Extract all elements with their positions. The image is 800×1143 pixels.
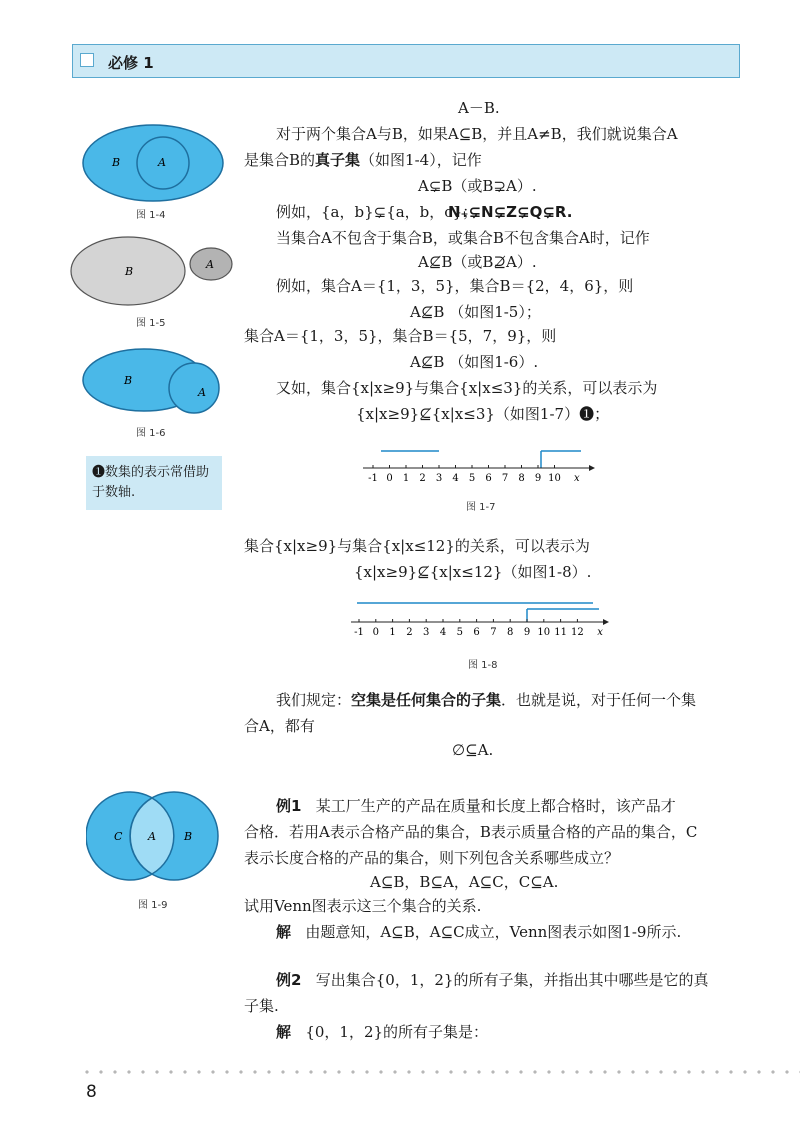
axis-arrow-icon	[589, 465, 595, 471]
text-line: 集合{x|x≥9}与集合{x|x≤12}的关系，可以表示为	[244, 537, 590, 555]
text-line: 当集合A不包含于集合B，或集合B不包含集合A时，记作	[276, 229, 650, 247]
text-line: 表示长度合格的产品的集合，则下列包含关系哪些成立？	[244, 849, 620, 867]
figure-caption: 图 1-9	[138, 900, 168, 911]
axis-tick-label: 3	[423, 627, 430, 638]
axis-tick-label: 0	[372, 627, 379, 638]
figure-1-6	[80, 346, 230, 416]
axis-tick-label: 11	[554, 627, 567, 638]
text-line: A－B.	[458, 99, 500, 117]
axis-tick-label: 5	[468, 473, 476, 484]
axis-tick-label: 2	[419, 473, 426, 484]
axis-tick-labels	[368, 473, 580, 484]
axis-tick-label: 6	[485, 473, 492, 484]
solution-label: 解	[276, 1023, 292, 1041]
figure-caption: 图 1-6	[136, 428, 166, 439]
text-line: 对于两个集合A与B，如果A⊆B，并且A≠B，我们就说集合A	[276, 125, 678, 143]
axis-arrow-icon	[603, 619, 609, 625]
formula: {x|x≥9}⊈{x|x≤3}（如图1-7）❶；	[356, 405, 610, 423]
formula: {x|x≥9}⊈{x|x≤12}（如图1-8）.	[354, 563, 592, 581]
axis-tick-label: 10	[548, 473, 561, 484]
axis-tick-label: x	[573, 473, 580, 484]
axis-tick-label: 0	[386, 473, 393, 484]
text-line: 是集合B的真子集（如图1-4），记作	[244, 151, 482, 169]
axis-tick-label: 4	[439, 627, 447, 638]
formula: A⊈B（或B⊉A）.	[418, 253, 537, 271]
axis-tick-label: 5	[456, 627, 463, 638]
formula: A⊆B，B⊆A，A⊆C，C⊆A.	[370, 873, 559, 891]
set-b-label: B	[125, 265, 134, 278]
header-square-icon	[80, 53, 94, 67]
set-a-label: A	[148, 830, 156, 843]
axis-tick-label: 12	[571, 627, 584, 638]
axis-tick-label: 7	[501, 473, 509, 484]
set-b-label: B	[124, 374, 133, 387]
figure-1-9	[86, 786, 222, 886]
example-label: 例2	[276, 971, 302, 989]
set-a-label: A	[158, 156, 166, 169]
axis-tick-label: 9	[534, 473, 542, 484]
axis-tick-label: 8	[507, 627, 514, 638]
text-line: 又如，集合{x|x≥9}与集合{x|x≤3}的关系，可以表示为	[276, 379, 658, 397]
figure-caption: 图 1-4	[136, 210, 166, 221]
figure-1-4	[80, 122, 230, 204]
set-a-shape	[169, 363, 219, 413]
formula: A⊊B（或B⊋A）.	[418, 177, 537, 195]
text-line: 我们规定：空集是任何集合的子集．也就是说，对于任何一个集	[276, 691, 697, 709]
set-c-label: C	[114, 830, 123, 843]
axis-tick-label: 1	[402, 473, 410, 484]
figure-caption: 图 1-5	[136, 318, 166, 329]
text-line: 合A，都有	[244, 717, 315, 735]
axis-tick-label: 8	[518, 473, 525, 484]
axis-tick-label: x	[597, 627, 603, 638]
header-bar	[72, 44, 740, 78]
margin-note: ❶数集的表示常借助于数轴.	[92, 465, 210, 500]
text-line: 例2 写出集合{0，1，2}的所有子集，并指出其中哪些是它的真	[276, 971, 709, 989]
term-empty-set-rule: 空集是任何集合的子集	[351, 691, 502, 709]
solution-label: 解	[276, 923, 292, 941]
set-b-label: B	[184, 830, 193, 843]
axis-tick-label: 6	[473, 627, 480, 638]
figure-1-5	[68, 234, 236, 310]
axis-tick-label: 7	[490, 627, 497, 638]
figure-1-8	[345, 594, 620, 644]
text-line: 试用Venn图表示这三个集合的关系.	[244, 897, 482, 915]
axis-tick-label: 1	[389, 627, 396, 638]
figure-caption: 图 1-7	[466, 502, 496, 513]
formula: A⊈B （如图1-6）.	[410, 353, 539, 371]
text-line: 例如，集合A＝{1，3，5}，集合B＝{2，4，6}，则	[276, 277, 634, 295]
axis-tick-label: 4	[452, 473, 459, 484]
set-a-label: A	[206, 258, 214, 271]
text-line: 例1 某工厂生产的产品在质量和长度上都合格时，该产品才	[276, 797, 676, 815]
footer-dotted-rule	[80, 1070, 800, 1074]
figure-caption: 图 1-8	[468, 660, 498, 671]
axis-tick-label: 3	[435, 473, 443, 484]
text-line: 解 由题意知，A⊆B，A⊆C成立，Venn图表示如图1-9所示.	[276, 923, 682, 941]
formula: A⊈B （如图1-5）；	[410, 303, 541, 321]
axis-tick-labels	[354, 627, 603, 638]
set-a-label: A	[198, 386, 206, 399]
header-title: 必修 1	[108, 54, 154, 72]
axis-tick-label: -1	[368, 473, 378, 484]
page-number: 8	[86, 1082, 97, 1102]
axis-tick-label: 2	[406, 627, 413, 638]
term-proper-subset: 真子集	[315, 151, 361, 169]
text-line: 例如，{a，b}⊊{a，b，c}；	[276, 203, 478, 221]
example-label: 例1	[276, 797, 302, 815]
text-line: 解 {0，1，2}的所有子集是：	[276, 1023, 489, 1041]
text-line: 子集.	[244, 997, 279, 1015]
axis-tick-label: 9	[523, 627, 531, 638]
axis-tick-label: 10	[537, 627, 551, 638]
formula: ∅⊆A.	[452, 741, 494, 759]
set-b-label: B	[112, 156, 121, 169]
formula: N₊⊊N⊊Z⊊Q⊊R.	[448, 203, 573, 221]
text-line: 集合A＝{1，3，5}，集合B＝{5，7，9}，则	[244, 327, 557, 345]
axis-tick-label: -1	[354, 627, 364, 638]
text-line: 合格．若用A表示合格产品的集合，B表示质量合格的产品的集合，C	[244, 823, 698, 841]
